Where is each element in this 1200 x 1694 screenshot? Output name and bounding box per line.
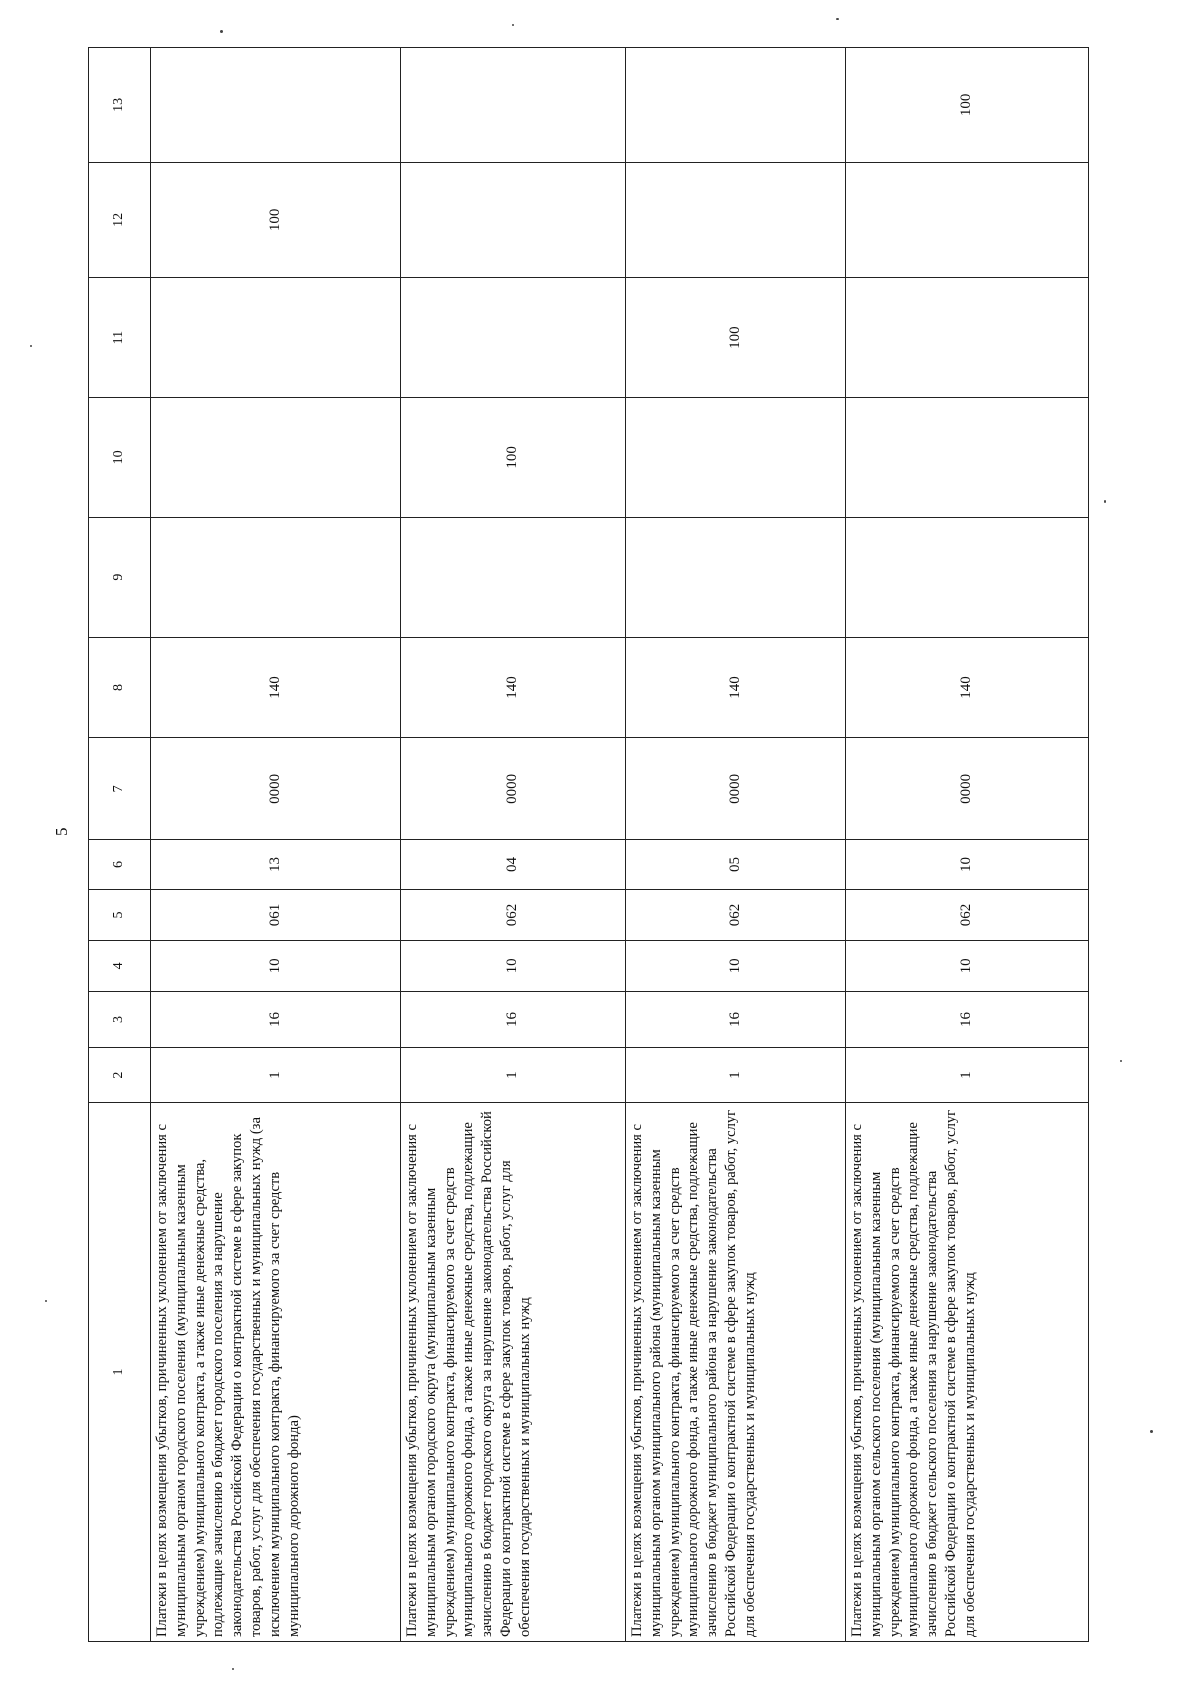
column-number: 13 [89, 48, 151, 163]
budget-share-cell: 100 [151, 162, 401, 278]
budget-share-cell [151, 278, 401, 398]
code-cell: 062 [846, 889, 1089, 940]
page-number: 5 [52, 827, 71, 836]
code-cell: 04 [401, 840, 626, 889]
scan-speck [232, 1668, 234, 1670]
code-cell: 1 [626, 1048, 846, 1103]
code-cell: 0000 [626, 738, 846, 840]
budget-share-cell [626, 48, 846, 163]
code-cell: 1 [151, 1048, 401, 1103]
code-cell: 16 [846, 991, 1089, 1048]
budget-share-cell: 100 [626, 278, 846, 398]
column-number: 11 [89, 278, 151, 398]
scan-speck [1104, 500, 1106, 503]
code-cell: 140 [151, 637, 401, 738]
column-number: 6 [89, 840, 151, 889]
code-cell: 140 [626, 637, 846, 738]
scan-speck [836, 18, 839, 20]
budget-share-cell [626, 397, 846, 517]
column-number: 8 [89, 637, 151, 738]
budget-share-cell [626, 517, 846, 637]
code-cell: 10 [846, 941, 1089, 991]
budget-share-cell [846, 278, 1089, 398]
table-row [626, 48, 846, 1642]
column-number: 10 [89, 397, 151, 517]
column-number-row [89, 48, 151, 1642]
budget-share-cell [401, 48, 626, 163]
code-cell: 10 [626, 941, 846, 991]
column-number: 3 [89, 991, 151, 1048]
budget-share-cell [151, 517, 401, 637]
code-cell: 0000 [401, 738, 626, 840]
code-cell: 16 [401, 991, 626, 1048]
table-row [401, 48, 626, 1642]
code-cell: 061 [151, 889, 401, 940]
code-cell: 10 [846, 840, 1089, 889]
payment-description: Платежи в целях возмещения убытков, причиненных уклонением от заключения с муниципальным органом городского поселения (муниципальным казенным учреждением) муниципального контракта, а также иные денежные средства, подлежащие зачислению в бюджет городского поселения за нарушение законодательства Российской Федерации о контрактной системе в сфере закупок товаров, работ, услуг для обеспечения государственных и муниципальных нужд (за исключением муниципального контракта, финансируемого за счет средств муниципального дорожного фонда) [151, 1102, 401, 1641]
column-number: 2 [89, 1048, 151, 1103]
column-number: 5 [89, 889, 151, 940]
scan-speck [1120, 1060, 1122, 1062]
code-cell: 0000 [846, 738, 1089, 840]
budget-share-cell: 100 [401, 397, 626, 517]
budget-share-cell: 100 [846, 48, 1089, 163]
code-cell: 062 [401, 889, 626, 940]
scan-speck [220, 30, 223, 33]
column-number: 7 [89, 738, 151, 840]
code-cell: 062 [626, 889, 846, 940]
payment-description: Платежи в целях возмещения убытков, причиненных уклонением от заключения с муниципальным органом муниципального района (муниципальным казенным учреждением) муниципального контракта, финансируемого за счет средств муниципального дорожного фонда, а также иные денежные средства, подлежащие зачислению в бюджет муниципального района за нарушение законодательства Российской Федерации о контрактной системе в сфере закупок товаров, работ, услуг для обеспечения государственных и муниципальных нужд [626, 1102, 846, 1641]
payment-description: Платежи в целях возмещения убытков, причиненных уклонением от заключения с муниципальным органом городского округа (муниципальным казенным учреждением) муниципального контракта, финансируемого за счет средств муниципального дорожного фонда, а также иные денежные средства, подлежащие зачислению в бюджет городского округа за нарушение законодательства Российской Федерации о контрактной системе в сфере закупок товаров, работ, услуг для обеспечения государственных и муниципальных нужд [401, 1102, 626, 1641]
budget-share-cell [151, 48, 401, 163]
table-row [151, 48, 401, 1642]
scan-speck [45, 1300, 47, 1302]
budget-share-cell [846, 517, 1089, 637]
budget-share-cell [401, 278, 626, 398]
budget-share-cell [626, 162, 846, 278]
payment-description: Платежи в целях возмещения убытков, причиненных уклонением от заключения с муниципальным органом сельского поселения (муниципальным казенным учреждением) муниципального контракта, финансируемого за счет средств муниципального дорожного фонда, а также иные денежные средства, подлежащие зачислению в бюджет сельского поселения за нарушение законодательства Российской Федерации о контрактной системе в сфере закупок товаров, работ, услуг для обеспечения государственных и муниципальных нужд [846, 1102, 1089, 1641]
code-cell: 16 [151, 991, 401, 1048]
code-cell: 1 [846, 1048, 1089, 1103]
code-cell: 1 [401, 1048, 626, 1103]
budget-classification-table [88, 47, 1089, 1642]
code-cell: 16 [626, 991, 846, 1048]
rotated-table-container [88, 47, 1088, 1642]
column-number: 4 [89, 941, 151, 991]
code-cell: 13 [151, 840, 401, 889]
code-cell: 05 [626, 840, 846, 889]
table-row [846, 48, 1089, 1642]
column-number: 9 [89, 517, 151, 637]
code-cell: 10 [151, 941, 401, 991]
budget-share-cell [846, 397, 1089, 517]
scan-speck [30, 345, 32, 347]
column-number: 1 [89, 1102, 151, 1641]
budget-share-cell [401, 162, 626, 278]
budget-share-cell [151, 397, 401, 517]
code-cell: 140 [846, 637, 1089, 738]
code-cell: 140 [401, 637, 626, 738]
budget-share-cell [846, 162, 1089, 278]
scan-speck [1150, 1430, 1153, 1433]
budget-share-cell [401, 517, 626, 637]
code-cell: 10 [401, 941, 626, 991]
column-number: 12 [89, 162, 151, 278]
code-cell: 0000 [151, 738, 401, 840]
scan-speck [512, 24, 514, 26]
